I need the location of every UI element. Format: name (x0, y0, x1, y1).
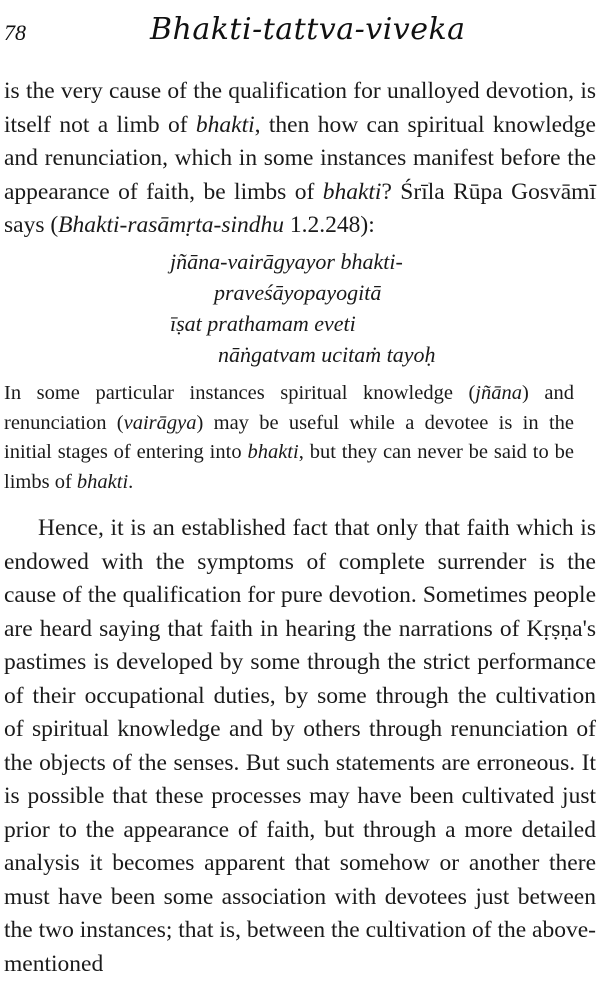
translation-text: . (128, 470, 134, 493)
italic-term: jñāna (475, 382, 522, 404)
book-title-citation: Bhakti-rasāmṛta-sindhu (58, 212, 285, 238)
running-head-title: Bhakti-tattva-viveka (150, 12, 466, 47)
paragraph-text: ? Śrīla Rūpa Gosvāmī says ( (4, 178, 596, 238)
verse-line: īṣat prathamam eveti (170, 311, 356, 336)
verse-line: nāṅgatvam ucitaṁ tayoḥ (218, 342, 436, 367)
italic-term: vairāgya (123, 411, 197, 434)
verse-line: jñāna-vairāgyayor bhakti- (170, 249, 403, 274)
italic-term: bhakti (76, 470, 129, 493)
paragraph-text: 1.2.248): (284, 212, 375, 238)
paragraph-text: is the very cause of the qualification for unalloyed devotion, is itself not a limb of (4, 78, 596, 138)
verse-translation (0, 379, 600, 497)
page-number: 78 (4, 20, 26, 45)
translation-text: ) and renunciation ( (4, 382, 574, 434)
translation-text: ) may be useful while a devotee is in the initial stages of entering into (4, 411, 574, 463)
paragraph-text: , then how can spiritual knowledge and renunciation, which in some instances manifest before the appearance of faith, be limbs of (4, 111, 596, 205)
body-paragraph-2: Hence, it is an established fact that only that faith which is endowed with the symptoms of complete surrender is the cause of the qualification for pure devotion. Sometimes people are heard saying that faith in hearing the narrations of Kṛṣṇa's pastimes is developed by some through the strict performance of their occupational duties, by some through the cultivation of spiritual knowledge and by others through renunciation of the objects of the senses. But such statements are erroneous. It is possible that these processes may have been cultivated just prior to the appearance of faith, but through a more detailed analysis it becomes apparent that somehow or another there must have been some association with devotees just between the two instances; that is, between the cultivation of the above-mentioned (4, 515, 596, 977)
translation-text: In some particular instances spiritual knowledge ( (4, 382, 476, 404)
sanskrit-verse (170, 246, 436, 370)
translation-text: , but they can never be said to be limbs of (4, 441, 574, 493)
italic-term: bhakti (247, 441, 299, 463)
page-header (0, 14, 600, 54)
italic-term: bhakti (322, 178, 382, 205)
body-paragraph-1 (0, 75, 600, 243)
verse-line: praveśāyopayogitā (214, 280, 382, 305)
italic-term: bhakti (195, 111, 255, 138)
